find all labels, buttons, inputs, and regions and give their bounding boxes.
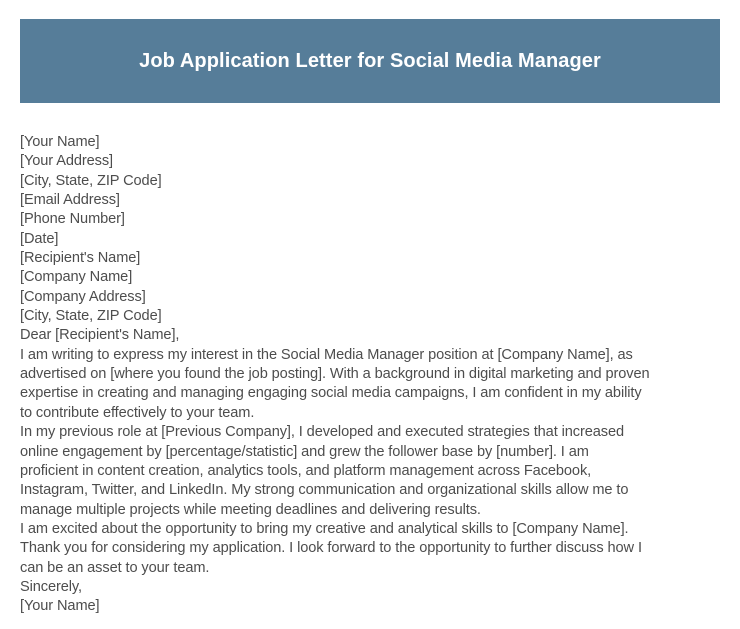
letter-line: In my previous role at [Previous Company], I developed and executed strategies that increased [20, 424, 624, 441]
letter-line: can be an asset to your team. [20, 559, 210, 576]
letter-line: Thank you for considering my application. I look forward to the opportunity to further discuss how I [20, 540, 642, 557]
letter-line: [City, State, ZIP Code] [20, 172, 162, 189]
letter-line: Instagram, Twitter, and LinkedIn. My strong communication and organizational skills allow me to [20, 482, 629, 499]
letter-line: [City, State, ZIP Code] [20, 308, 162, 325]
letter-line: proficient in content creation, analytics tools, and platform management across Facebook, [20, 462, 592, 479]
header-banner [20, 19, 720, 103]
letter-line: to contribute effectively to your team. [20, 404, 255, 421]
paragraph-1 [20, 346, 720, 423]
recipient-block [20, 249, 720, 326]
letter-line: manage multiple projects while meeting deadlines and delivering results. [20, 501, 481, 518]
letter-body [20, 133, 720, 617]
letter-line: advertised on [where you found the job posting]. With a background in digital marketing and proven [20, 366, 650, 383]
salutation-line: Dear [Recipient's Name], [20, 327, 180, 344]
letter-line: [Email Address] [20, 192, 120, 209]
letter-line: [Your Name] [20, 134, 100, 150]
letter-line: [Company Address] [20, 288, 146, 305]
letter-line: [Phone Number] [20, 211, 125, 228]
signature-line: [Your Name] [20, 598, 100, 615]
paragraph-2 [20, 423, 720, 520]
letter-line: online engagement by [percentage/statistic] and grew the follower base by [number]. I am [20, 443, 589, 460]
letter-line: [Company Name] [20, 269, 133, 286]
letter-line: [Date] [20, 230, 59, 247]
letter-line: expertise in creating and managing engaging social media campaigns, I am confident in my ability [20, 385, 642, 402]
paragraph-3 [20, 520, 720, 578]
letter-line: I am writing to express my interest in the Social Media Manager position at [Company Name], as [20, 346, 633, 363]
page-title: Job Application Letter for Social Media Manager [139, 49, 601, 72]
sender-block [20, 133, 720, 249]
letter-line: [Your Address] [20, 153, 113, 170]
letter-line: I am excited about the opportunity to bring my creative and analytical skills to [Company Name]. [20, 520, 629, 537]
letter-line: [Recipient's Name] [20, 250, 141, 267]
closing-line: Sincerely, [20, 578, 82, 595]
